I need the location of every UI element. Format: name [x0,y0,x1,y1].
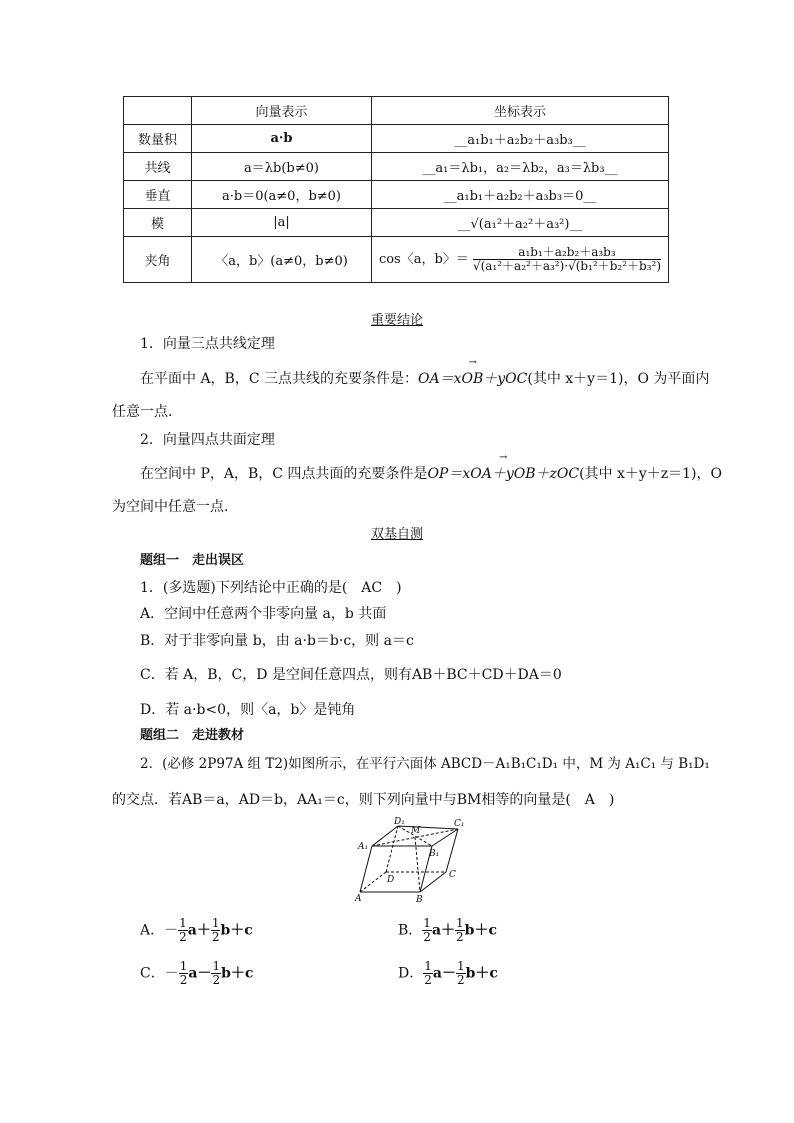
parallelepiped-figure [348,815,474,907]
answer-option-a: A．－ $\frac{1}{2}$ a＋ $\frac{1}{2}$ b＋c [140,916,253,944]
table-header-cell [124,97,192,125]
row-coord: __a₁＝λb₁，a₂＝λb₂，a₃＝λb₃__ [372,153,669,181]
table-row [124,125,669,153]
label-m: M [411,826,421,836]
q1-option-d: D．若 a·b<0，则〈a，b〉是钝角 [140,702,356,718]
table-row [124,153,669,181]
conclusion-2-title: 2．向量四点共面定理 [140,432,275,448]
row-vector: a＝λb(b≠0) [192,153,372,181]
label-d1: D₁ [394,817,405,827]
group-2-title: 题组二 走进教材 [140,728,245,743]
label-c: C [449,870,456,880]
row-name: 模 [124,209,192,237]
conclusion-1-text-cont: 任意一点． [112,404,182,420]
row-coord [372,237,669,283]
cos-fraction [473,246,661,273]
row-vector: a·b [192,125,372,153]
table-row [124,237,669,283]
q1-option-c: C．若 A，B，C，D 是空间任意四点，则有AB＋BC＋CD＋DA＝0 [140,667,562,683]
table-header-cell: 向量表示 [192,97,372,125]
answer-option-b: B． $\frac{1}{2}$ a＋ $\frac{1}{2}$ b＋c [398,916,497,944]
q1-option-b: B．对于非零向量 b，由 a·b＝b·c，则 a＝c [140,633,414,649]
question-1: 1．(多选题)下列结论中正确的是( AC ) [140,580,402,596]
label-b1: B₁ [429,849,440,859]
vector-table [123,96,669,283]
table-header-row [124,97,669,125]
table-header-cell: 坐标表示 [372,97,669,125]
label-d: D [387,875,395,885]
cos-denominator: √(a₁²＋a₂²＋a₃²)·√(b₁²＋b₂²＋b₃²) [472,259,662,273]
label-c1: C₁ [454,819,465,829]
table-row [124,209,669,237]
row-coord: __√(a₁²＋a₂²＋a₃²)__ [372,209,669,237]
conclusion-2-text: 在空间中 P，A，B，C 四点共面的充要条件是→ OP＝xOA＋yOB＋zOC(其中 x＋y＋z＝1)，O [140,463,722,483]
label-a1: A₁ [358,842,369,852]
row-name: 共线 [124,153,192,181]
row-name: 垂直 [124,181,192,209]
cos-numerator: a₁b₁＋a₂b₂＋a₃b₃ [473,246,661,260]
section-heading-conclusions: 重要结论 [370,313,423,328]
table-row [124,181,669,209]
section-heading-selftest: 双基自测 [370,527,423,542]
conclusion-1-text: 在平面中 A，B，C 三点共线的充要条件是：→ OA＝xOB＋yOC(其中 x＋y＝1)，O 为平面内 [140,368,709,388]
conclusion-2-text-cont: 为空间中任意一点． [112,499,238,515]
label-b: B [416,895,423,905]
conclusion-1-title: 1．向量三点共线定理 [140,336,275,352]
row-name: 数量积 [124,125,192,153]
row-coord: __a₁b₁＋a₂b₂＋a₃b₃＝0__ [372,181,669,209]
row-coord: __a₁b₁＋a₂b₂＋a₃b₃__ [372,125,669,153]
q1-option-a: A．空间中任意两个非零向量 a，b 共面 [140,606,387,622]
question-2-line-2: 的交点．若AB＝a，AD＝b，AA₁＝c，则下列向量中与BM相等的向量是( A ) [112,792,615,808]
answer-option-c: C．－ $\frac{1}{2}$ a－ $\frac{1}{2}$ b＋c [140,959,254,987]
row-vector: |a| [192,209,372,237]
coord-prefix: cos〈a，b〉＝ [378,252,469,267]
row-vector: a·b＝0(a≠0，b≠0) [192,181,372,209]
question-2-line-1: 2．(必修 2P97A 组 T2)如图所示，在平行六面体 ABCD－A₁B₁C₁D₁ 中，M 为 A₁C₁ 与 B₁D₁ [140,756,710,772]
collinear-formula: → OA＝xOB＋yOC [418,368,527,388]
coplanar-formula: → OP＝xOA＋yOB＋zOC [427,463,579,483]
answer-option-d: D． $\frac{1}{2}$ a－ $\frac{1}{2}$ b＋c [398,959,498,987]
row-vector: 〈a，b〉(a≠0，b≠0) [192,237,372,283]
group-1-title: 题组一 走出误区 [140,553,245,568]
row-name: 夹角 [124,237,192,283]
label-a: A [355,894,362,904]
